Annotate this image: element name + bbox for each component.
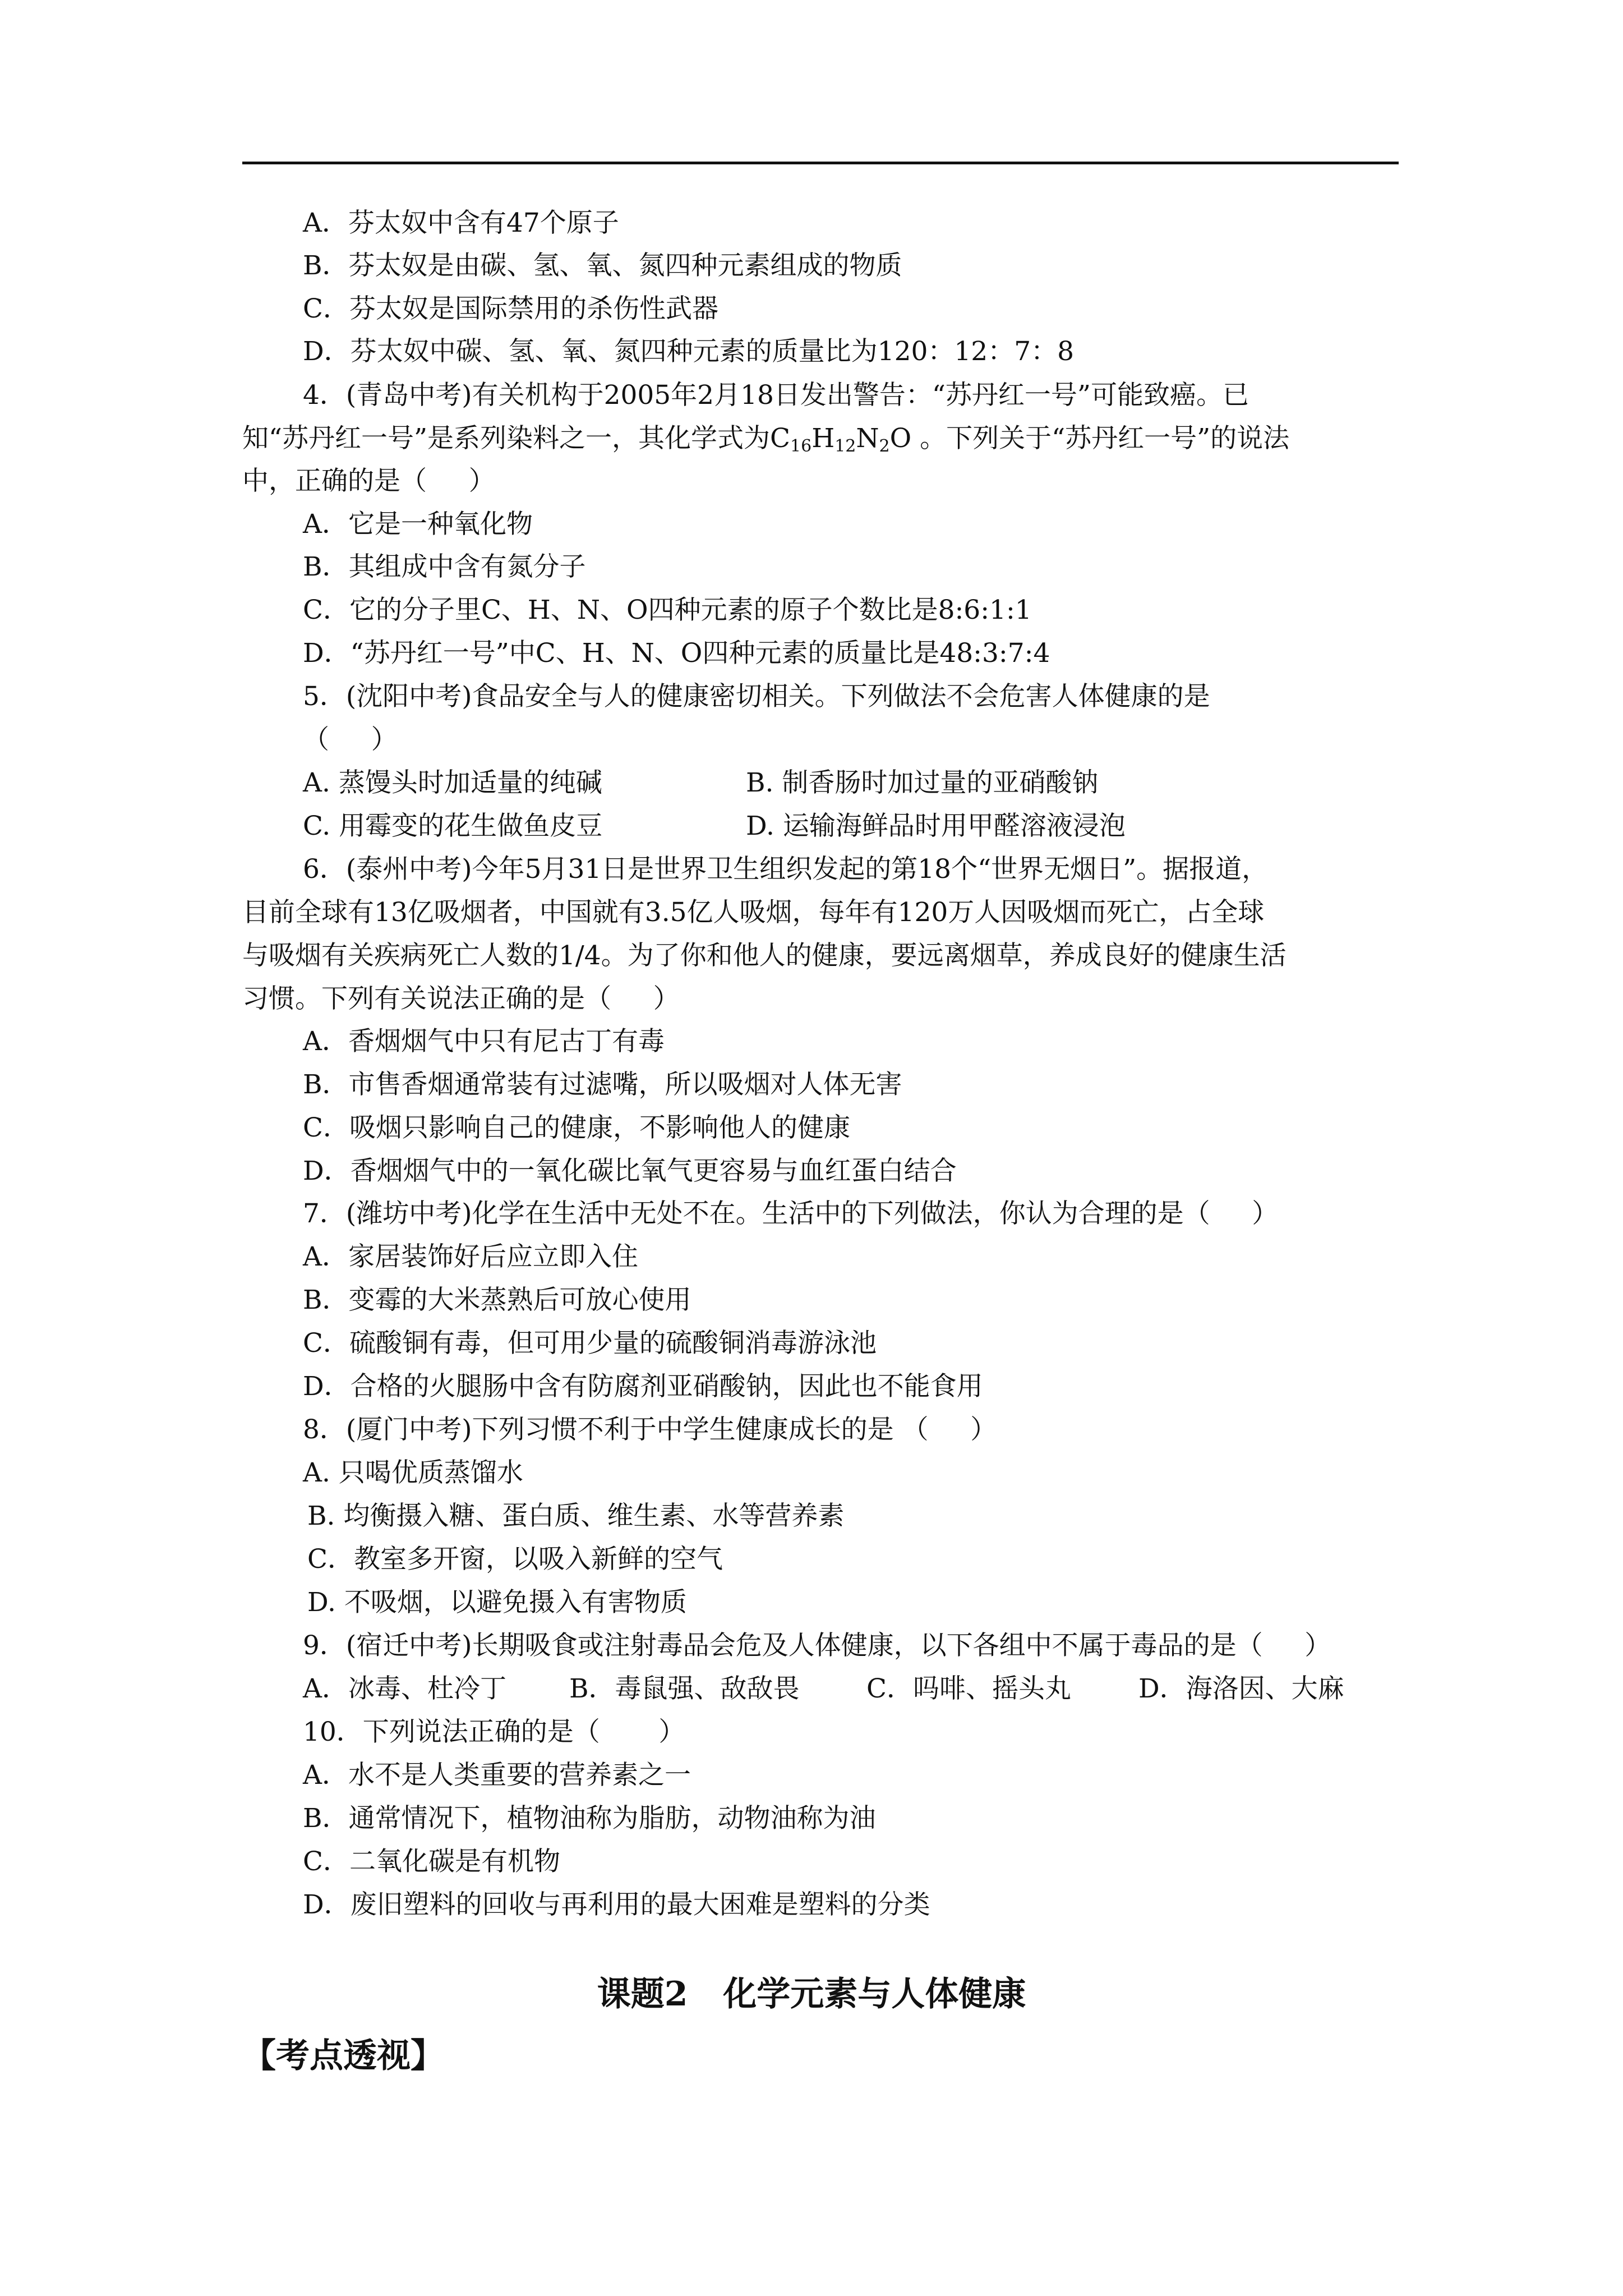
q3-option-a: A．芬太奴中含有47个原子	[303, 208, 619, 238]
q10-option-b: B．通常情况下，植物油称为脂肪，动物油称为油	[303, 1803, 876, 1834]
q8-option-b: B. 均衡摄入糖、蛋白质、维生素、水等营养素	[307, 1501, 845, 1531]
q5-option-d: D. 运输海鲜品时用甲醛溶液浸泡	[746, 811, 1126, 841]
q6-option-a: A．香烟烟气中只有尼古丁有毒	[303, 1026, 665, 1057]
q6-stem-line1: 6．(泰州中考)今年5月31日是世界卫生组织发起的第18个“世界无烟日”。据报道，	[303, 854, 1269, 885]
q6-stem-line3: 与吸烟有关疾病死亡人数的1/4。为了你和他人的健康，要远离烟草，养成良好的健康生活	[242, 940, 1287, 971]
q5-option-a: A. 蒸馒头时加适量的纯碱	[303, 767, 602, 798]
lesson-title: 课题2 化学元素与人体健康	[597, 1975, 1026, 2014]
q10-option-d: D．废旧塑料的回收与再利用的最大困难是塑料的分类	[303, 1889, 930, 1920]
q8-stem-line1: 8．(厦门中考)下列习惯不利于中学生健康成长的是 （ ）	[303, 1414, 997, 1445]
q8-option-d: D. 不吸烟，以避免摄入有害物质	[307, 1587, 687, 1618]
q10-option-a: A．水不是人类重要的营养素之一	[303, 1760, 691, 1791]
q9-option-a: A．冰毒、杜冷丁	[303, 1673, 506, 1704]
q4-option-d: D．“苏丹红一号”中C、H、N、O四种元素的质量比是48:3:7:4	[303, 638, 1050, 669]
q10-option-c: C．二氧化碳是有机物	[303, 1846, 560, 1877]
q5-option-c: C. 用霉变的花生做鱼皮豆	[303, 811, 603, 841]
q10-stem-line1: 10．下列说法正确的是（ ）	[303, 1717, 685, 1747]
q3-option-d: D．芬太奴中碳、氢、氧、氮四种元素的质量比为120：12：7：8	[303, 336, 1075, 367]
q4-stem-line1: 4．(青岛中考)有关机构于2005年2月18日发出警告：“苏丹红一号”可能致癌。已	[303, 380, 1249, 411]
q9-option-c: C．吗啡、摇头丸	[866, 1673, 1071, 1704]
header-rule	[242, 162, 1399, 164]
q6-option-b: B．市售香烟通常装有过滤嘴，所以吸烟对人体无害	[303, 1069, 902, 1100]
q7-option-a: A．家居装饰好后应立即入住	[303, 1241, 638, 1272]
q8-option-c: C．教室多开窗，以吸入新鲜的空气	[307, 1544, 723, 1575]
q6-stem-line4: 习惯。下列有关说法正确的是（ ）	[242, 983, 680, 1014]
q4-option-a: A．它是一种氧化物	[303, 509, 533, 540]
q9-option-d: D．海洛因、大麻	[1138, 1673, 1344, 1704]
q3-option-c: C．芬太奴是国际禁用的杀伤性武器	[303, 293, 718, 324]
q5-option-b: B. 制香肠时加过量的亚硝酸钠	[746, 767, 1099, 798]
q7-option-d: D．合格的火腿肠中含有防腐剂亚硝酸钠，因此也不能食用	[303, 1371, 983, 1402]
section-heading: 【考点透视】	[242, 2036, 444, 2076]
q4-stem-line3: 中，正确的是（ ）	[242, 466, 495, 496]
q4-option-b: B．其组成中含有氮分子	[303, 551, 586, 582]
q7-option-b: B．变霉的大米蒸熟后可放心使用	[303, 1285, 691, 1315]
q9-stem-line1: 9．(宿迁中考)长期吸食或注射毒品会危及人体健康，以下各组中不属于毒品的是（ ）	[303, 1630, 1331, 1661]
q8-option-a: A. 只喝优质蒸馏水	[303, 1457, 523, 1488]
q3-option-b: B．芬太奴是由碳、氢、氧、氮四种元素组成的物质	[303, 250, 902, 281]
q5-stem-line2: （ ）	[303, 724, 398, 755]
q7-option-c: C．硫酸铜有毒，但可用少量的硫酸铜消毒游泳池	[303, 1328, 877, 1359]
q7-stem-line1: 7．(潍坊中考)化学在生活中无处不在。生活中的下列做法，你认为合理的是（ ）	[303, 1198, 1279, 1229]
q5-stem-line1: 5．(沈阳中考)食品安全与人的健康密切相关。下列做法不会危害人体健康的是	[303, 681, 1210, 712]
q6-option-d: D．香烟烟气中的一氧化碳比氧气更容易与血红蛋白结合	[303, 1156, 957, 1186]
q4-stem-line2: 知“苏丹红一号”是系列染料之一，其化学式为$C_{16}H_{12}N_2O$ 。下列关于“苏丹红一号”的说法	[242, 423, 1290, 456]
q6-option-c: C．吸烟只影响自己的健康，不影响他人的健康	[303, 1112, 850, 1143]
q6-stem-line2: 目前全球有13亿吸烟者，中国就有3.5亿人吸烟，每年有120万人因吸烟而死亡，占全球	[242, 897, 1265, 928]
q4-option-c: C．它的分子里C、H、N、O四种元素的原子个数比是8:6:1:1	[303, 595, 1032, 625]
q9-option-b: B．毒鼠强、敌敌畏	[569, 1673, 800, 1704]
